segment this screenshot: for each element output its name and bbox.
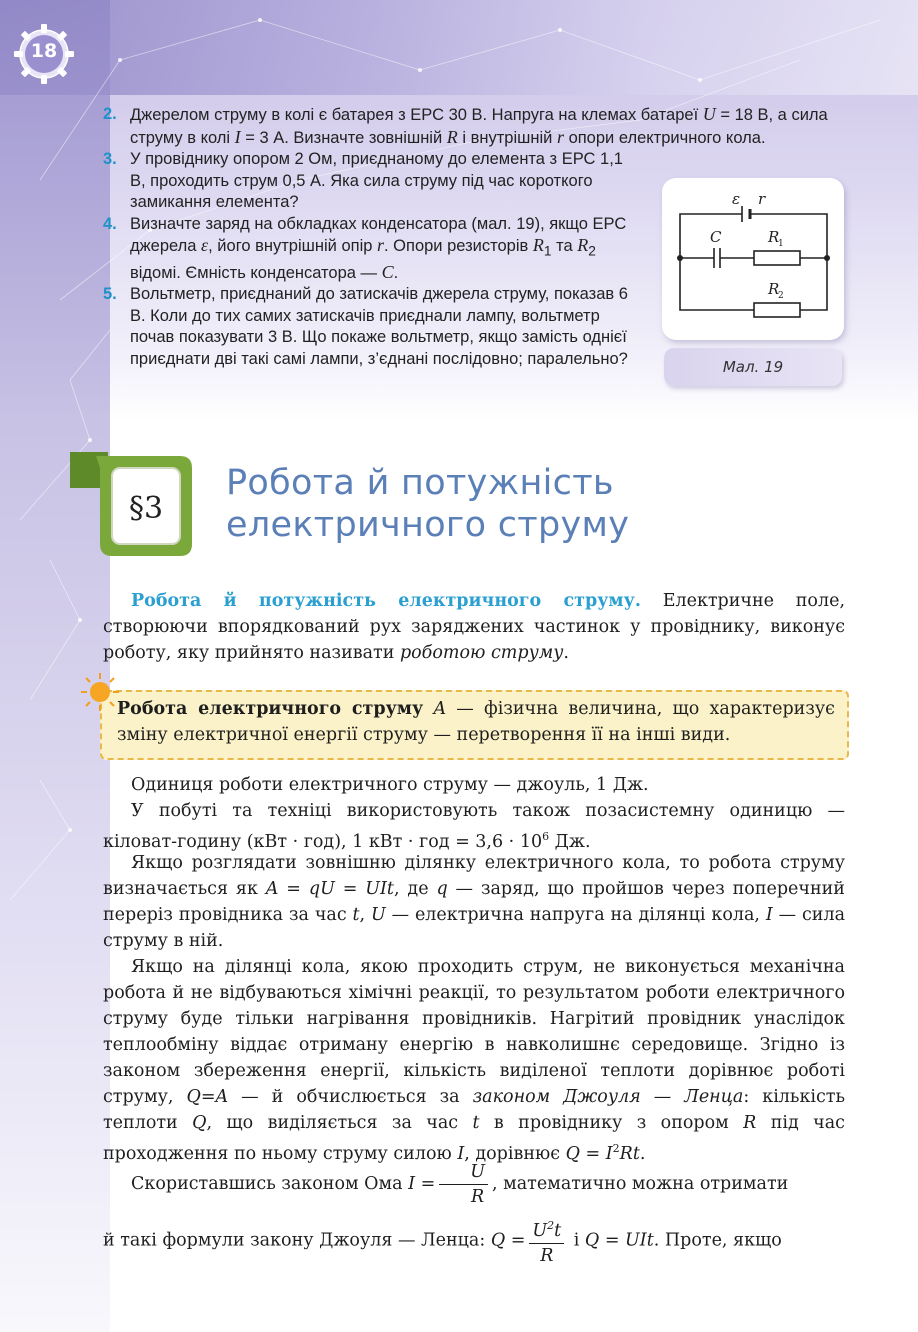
r2-label: R — [768, 280, 780, 298]
problem-5: 5. Вольтметр, приєднаний до затискачів джерела струму, показав 6 В. Коли до тих самих затискачів приєднали лампу, вольтметр почав показувати 3 В. Що покаже вольтметр, якщо замість однієї приєднати дві такі самі лампи, з’єднані послідовно; паралельно? — [103, 285, 628, 368]
c-label: C — [710, 228, 722, 246]
body-paragraph-2: У побуті та техніці використовують також позасистемну одиницю — кіловат-годину (кВт · год), 1 кВт · год = $3,6 \cdot 10^6$ Дж. — [103, 801, 845, 852]
body-paragraph-3: Якщо розглядати зовнішню ділянку електричного кола, то робота струму визначається як A = qU = UIt, де q — заряд, що пройшов через поперечний переріз провідника за час t, U — електрична напруга на ділянці кола, I — сила струму в ній. — [103, 853, 846, 951]
r-label: r — [758, 190, 766, 208]
body-paragraph-1: Одиниця роботи електричного струму — джоуль, 1 Дж. — [131, 775, 649, 795]
circuit-schematic — [662, 178, 844, 340]
problem-2: 2. Джерелом струму в колі є батарея з ЕРС 30 В. Напруга на клемах батареї U = 18 В, а сила струму в колі I = 3 А. Визначте зовнішній R і внутрішній r опори електричного кола. — [103, 104, 828, 147]
problem-3: 3. У провіднику опором 2 Ом, приєднаному до елемента з ЕРС 1,1 В, проходить струм 0,5 А. Яка сила струму під час короткого замикання елемента? — [103, 150, 623, 211]
circuit-diagram — [662, 178, 844, 340]
body-paragraph-5: Скориставшись законом Ома I = $\frac{U}{R}$ , математично можна отримати — [131, 1162, 789, 1207]
page-number: 18 — [30, 40, 58, 62]
problem-number: 5. — [103, 285, 117, 304]
fraction-u2t-over-r: $\frac{U^2t}{R}$ — [529, 1214, 564, 1268]
r1-sub: 1 — [778, 239, 784, 249]
section-symbol: §3 — [128, 491, 164, 526]
fraction-u-over-r: $\frac{U}{R}$ — [439, 1160, 488, 1209]
sun-icon — [80, 672, 120, 712]
eps-label: ε — [732, 190, 741, 208]
intro-paragraph: Робота й потужність електричного струму. Електричне поле, створюючи впорядкований рух заряджених частинок у провіднику, виконує роботу, яку прийнято називати роботою струму. — [103, 591, 846, 663]
section-badge — [68, 448, 196, 560]
r2-sub: 2 — [778, 291, 784, 301]
section-title: Робота й потужність електричного струму — [226, 463, 630, 545]
problem-number: 4. — [103, 214, 117, 233]
figure-caption: Мал. 19 — [664, 348, 842, 386]
problem-4: 4. Визначте заряд на обкладках конденсатора (мал. 19), якщо ЕРС джерела ε, його внутрішній опір r. Опори резисторів $R_1$ та $R_2$ відомі. Ємність конденсатора — C. — [103, 214, 627, 282]
problem-number: 3. — [103, 150, 117, 168]
r1-label: R — [768, 228, 780, 246]
body-paragraph-6: й такі формули закону Джоуля — Ленца: Q = $\frac{U^2t}{R}$ і Q = UIt. Проте, якщо — [103, 1214, 845, 1268]
problem-number: 2. — [103, 105, 117, 123]
definition-text: Робота електричного струму A — фізична величина, що характеризує зміну електричної енергії струму — перетворення її на інші види. — [117, 699, 835, 745]
body-paragraph-4: Якщо на ділянці кола, якою проходить струм, не виконується механічна робота й не відбуваються хімічні реакції, то результатом роботи електричного струму буде тільки нагрівання провідників. Нагрітий провідник унаслідок теплообміну віддає отриману енергію в навколишнє середовище. Згідно із законом збереження енергії, кількість виділеної теплоти дорівнює роботі струму, Q=A — й обчислюється за законом Джоуля — Ленца: кількість теплоти Q, що виділяється за час t в провіднику з опором R під час проходження по ньому струму силою I, дорівнює $Q = I^2Rt$. — [103, 957, 845, 1164]
